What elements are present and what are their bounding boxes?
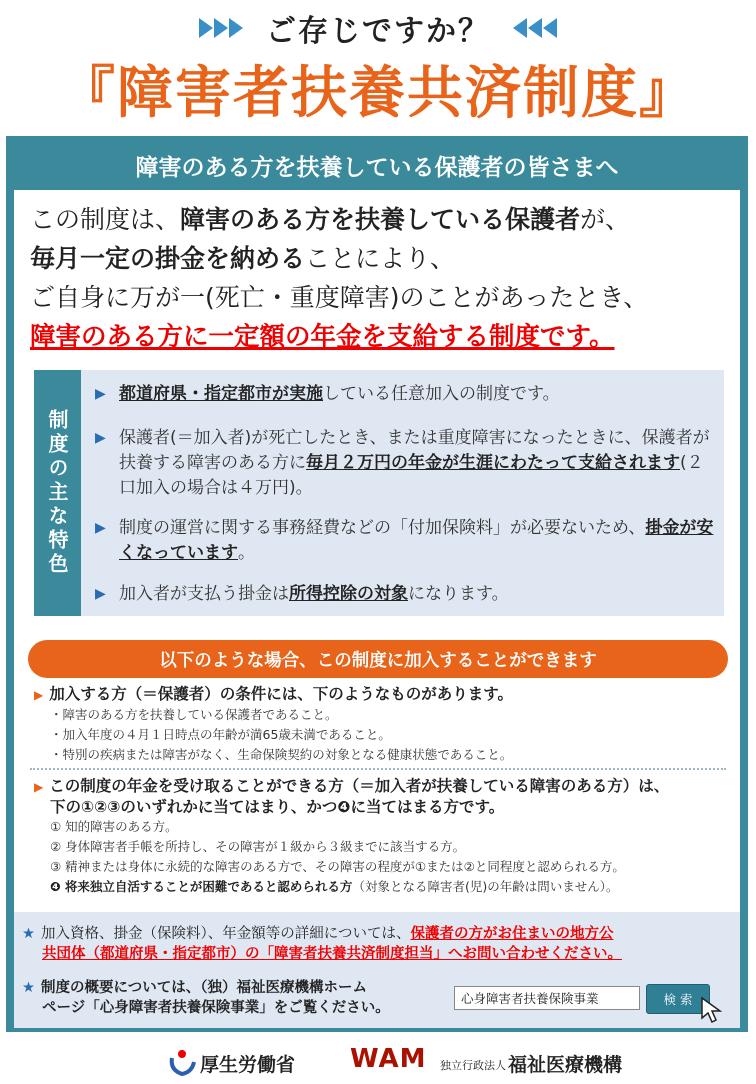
contact-text [22, 924, 734, 964]
feature-item [95, 382, 715, 407]
feature4-bold: 所得控除の対象 [289, 584, 408, 604]
enrollee-conditions [34, 684, 734, 765]
intro-l1b: 障害のある方を扶養している保護者 [180, 205, 581, 234]
contact-text-a: 加入資格、掛金（保険料）、年金額等の詳細については、 [41, 926, 411, 942]
triangle-right-icon: ▶ [95, 430, 106, 446]
recipient-heading-2: 下の①②③のいずれかに当てはまり、かつ❹に当てはまる方です。 [50, 798, 505, 816]
wam-name: 福祉医療機構 [508, 1054, 623, 1076]
page-title: 『障害者扶養共済制度』 [59, 61, 697, 126]
intro-l1c: が、 [580, 205, 631, 234]
search-input[interactable]: 心身障害者扶養保険事業 [454, 986, 640, 1010]
feature-item [95, 426, 715, 501]
sub-header: 障害のある方を扶養している保護者の皆さまへ [135, 154, 619, 181]
intro-text [30, 200, 740, 357]
item4-note: （対象となる障害者(児)の年齢は問いません）。 [352, 879, 619, 894]
list-item: ・加入年度の４月１日時点の年齢が満65歳未満であること。 [50, 727, 391, 742]
triangle-right-icon: ▶ [95, 386, 106, 402]
feature4-text: 加入者が支払う掛金は [119, 584, 289, 604]
features-side-label: 制度の主な特色 [34, 370, 81, 616]
feature-item [95, 582, 715, 607]
feature3-bold: 掛金が安くなっています [119, 518, 714, 563]
overview-line-2: ページ「心身障害者扶養保険事業」をご覧ください。 [42, 1000, 390, 1016]
feature2-text: 保護者(＝加入者)が死亡したとき、または重度障害になったときに、保護者が扶養する障害のある方に [119, 428, 710, 473]
mhlw-name: 厚生労働省 [200, 1054, 296, 1076]
overview-text [22, 978, 452, 1018]
feature2-bold: 毎月２万円の年金が生涯にわたって支給されます [306, 453, 680, 473]
mhlw-logo-icon [168, 1046, 196, 1076]
contact-red-a: 保護者の方がお住まいの地方公 [410, 926, 614, 942]
footer [0, 1040, 756, 1084]
feature-item [95, 516, 715, 566]
intro-l2a: 毎月一定の掛金を納める [30, 244, 306, 273]
feature3-text: 制度の運営に関する事務経費などの「付加保険料」が必要ないため、 [119, 518, 646, 538]
feature1-text: している任意加入の制度です。 [323, 384, 560, 404]
features-panel [81, 370, 724, 616]
eligibility-banner: 以下のような場合、この制度に加入することができます [28, 640, 728, 678]
intro-l3: ご自身に万が一(死亡・重度障害)のことがあったとき、 [30, 283, 649, 312]
arrow-left-icon [512, 18, 557, 38]
triangle-right-icon: ▶ [95, 586, 106, 602]
intro-l4: 障害のある方に一定額の年金を支給する制度です。 [30, 322, 615, 352]
divider [30, 768, 726, 770]
recipient-conditions [34, 776, 740, 897]
item4-bold: ❹ 将来独立自活することが困難であると認められる方 [50, 879, 353, 894]
feature3-end: 。 [238, 543, 255, 563]
list-item: ③ 精神または身体に永続的な障害のある方で、その障害の程度が①または②と同程度と認められる方。 [50, 859, 625, 874]
triangle-right-icon: ▶ [34, 688, 44, 702]
enrollee-heading: 加入する方（＝保護者）の条件には、下のようなものがあります。 [49, 685, 513, 703]
star-icon: ★ [22, 980, 35, 996]
triangle-right-icon: ▶ [95, 520, 106, 536]
header-question: ご存じですか？ [266, 14, 490, 49]
triangle-right-icon: ▶ [34, 780, 44, 794]
star-icon: ★ [22, 926, 35, 942]
header-question-row [0, 4, 756, 52]
feature4-end: になります。 [408, 584, 509, 604]
wam-prefix: 独立行政法人 [440, 1059, 506, 1072]
list-item [50, 877, 740, 897]
arrow-right-icon [199, 18, 244, 38]
cursor-icon [700, 996, 732, 1024]
wam-logo: WAM [350, 1044, 427, 1074]
list-item: ・障害のある方を扶養している保護者であること。 [50, 707, 338, 722]
recipient-heading-1: この制度の年金を受け取ることができる方（＝加入者が扶養している障害のある方）は、 [49, 777, 670, 795]
list-item: ② 身体障害者手帳を所持し、その障害が１級から３級までに該当する方。 [50, 839, 466, 854]
list-item: ① 知的障害のある方。 [50, 819, 178, 834]
intro-l1a: この制度は、 [30, 205, 181, 234]
feature1-bold: 都道府県・指定都市が実施 [119, 384, 323, 404]
overview-line-1: 制度の概要については、（独）福祉医療機構ホーム [41, 980, 367, 996]
intro-l2b: ことにより、 [305, 244, 456, 273]
list-item: ・特別の疾病または障害がなく、生命保険契約の対象となる健康状態であること。 [50, 747, 513, 762]
contact-red-b: 共団体（都道府県・指定都市）の「障害者扶養共済制度担当」へお問い合わせください。 [42, 946, 622, 962]
search-button[interactable]: 検 索 [646, 984, 710, 1014]
feature2-note: (２口加入の場合は４万円)。 [119, 453, 704, 498]
